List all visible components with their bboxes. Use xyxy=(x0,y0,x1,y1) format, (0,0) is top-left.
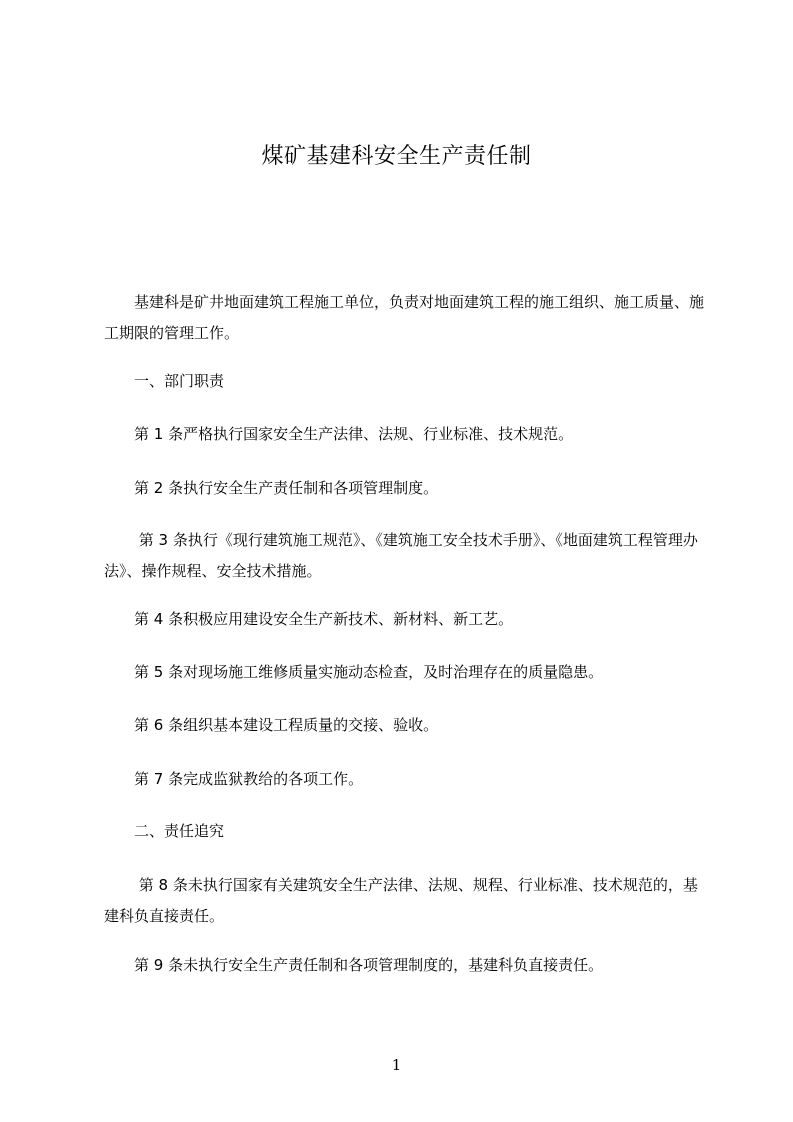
article-3: 第 3 条执行《现行建筑施工规范》、《建筑施工安全技术手册》、《地面建筑工程管理办法》、操作规程、安全技术措施。 xyxy=(104,531,698,580)
article-5: 第 5 条对现场施工维修质量实施动态检查，及时治理存在的质量隐患。 xyxy=(104,663,604,681)
article-7: 第 7 条完成监狱教给的各项工作。 xyxy=(104,770,364,788)
article-6: 第 6 条组织基本建设工程质量的交接、验收。 xyxy=(104,716,439,734)
section-heading-duties: 一、部门职责 xyxy=(104,372,225,390)
intro-paragraph: 基建科是矿井地面建筑工程施工单位，负责对地面建筑工程的施工组织、施工质量、施工期限的管理工作。 xyxy=(104,293,705,342)
article-4: 第 4 条积极应用建设安全生产新技术、新材料、新工艺。 xyxy=(104,610,514,628)
section-heading-accountability: 二、责任追究 xyxy=(104,822,225,840)
article-1: 第 1 条严格执行国家安全生产法律、法规、行业标准、技术规范。 xyxy=(104,425,574,443)
article-2: 第 2 条执行安全生产责任制和各项管理制度。 xyxy=(104,479,439,497)
article-8: 第 8 条未执行国家有关建筑安全生产法律、法规、规程、行业标准、技术规范的，基建科负直接责任。 xyxy=(104,876,698,925)
document-title: 煤矿基建科安全生产责任制 xyxy=(261,144,532,169)
page-number: 1 xyxy=(391,1056,402,1074)
article-9: 第 9 条未执行安全生产责任制和各项管理制度的，基建科负直接责任。 xyxy=(104,956,604,974)
